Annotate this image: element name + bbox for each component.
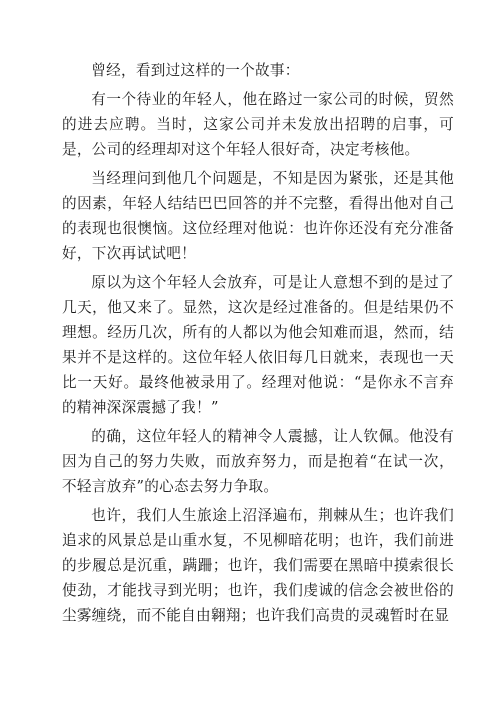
paragraph-job-seeker: 有一个待业的年轻人，他在路过一家公司的时候，贸然的进去应聘。当时，这家公司并未发放出招聘的启事，可是，公司的经理却对这个年轻人很好奇，决定考核他。 (62, 91, 454, 158)
paragraph-interview: 当经理问到他几个问题是，不知是因为紧张，还是其他的因素，年轻人结结巴巴回答的并不完整，看得出他对自己的表现也很懊恼。这位经理对他说：也许你还没有充分准备好，下次再试试吧！ (62, 170, 454, 262)
paragraph-perhaps: 也许，我们人生旅途上沼泽遍布，荆棘从生；也许我们追求的风景总是山重水复，不见柳暗花明；也许，我们前进的步履总是沉重，蹒跚；也许，我们需要在黑暗中摸索很长使劲，才能找寻到光明；也许，我们虔诚的信念会被世俗的尘雾缠绕，而不能自由翱翔；也许我们高贵的灵魂暂时在显 (62, 507, 454, 624)
paragraph-reflection: 的确，这位年轻人的精神令人震撼，让人钦佩。他没有因为自己的努力失败，而放弃努力，而是抱着“在试一次，不轻言放弃”的心态去努力争取。 (62, 428, 454, 495)
paragraph-intro: 曾经，看到过这样的一个故事： (91, 62, 300, 79)
paragraph-persistence: 原以为这个年轻人会放弃，可是让人意想不到的是过了几天，他又来了。显然，这次是经过准备的。但是结果仍不理想。经历几次，所有的人都以为他会知难而退，然而，结果并不是这样的。这位年轻人依旧每几日就来，表现也一天比一天好。最终他被录用了。经理对他说：“是你永不言弃的精神深深震撼了我！” (62, 274, 454, 416)
document-body (62, 58, 454, 628)
